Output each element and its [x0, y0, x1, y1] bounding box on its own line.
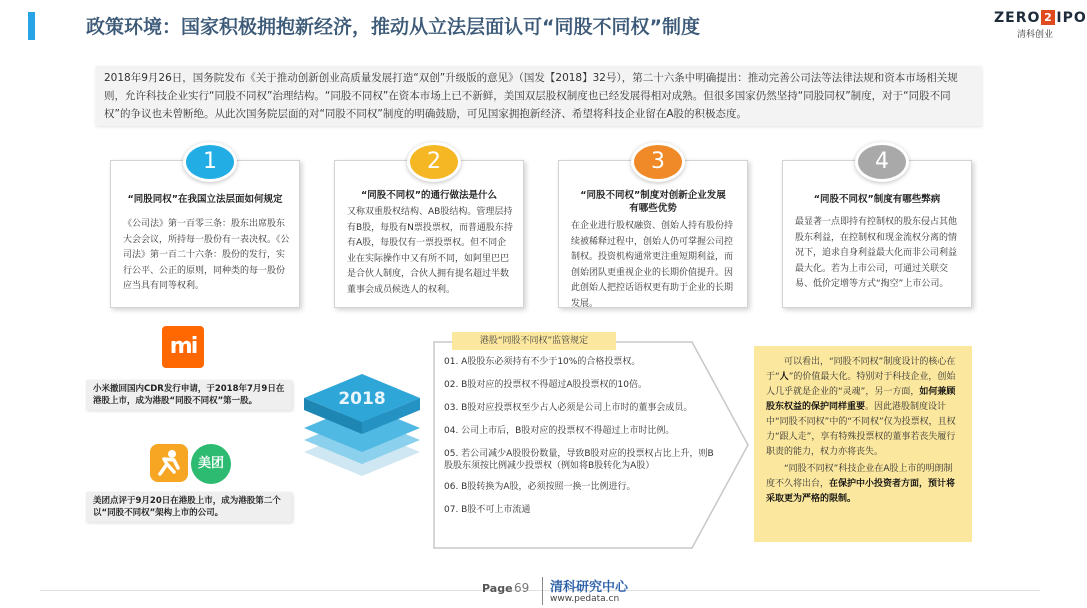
card-1	[110, 149, 300, 308]
meituan-caption: 美团点评于9月20日在港股上市，成为港股第二个以“同股不同权”架构上市的公司。	[86, 492, 292, 522]
card-2	[334, 149, 524, 308]
page-number: 69	[514, 581, 530, 595]
card-body: 《公司法》第一百零三条：股东出席股东大会会议，所持每一股份有一表决权。《公司法》第一百二十六条：股份的发行，实行公平、公正的原则，同种类的每一股份应当具有同等权利。	[123, 219, 290, 291]
card-number-badge: 1	[183, 142, 237, 182]
card-heading: “同股不同权”制度有哪些弊病	[813, 194, 941, 205]
card-number-badge: 4	[855, 142, 909, 182]
list-item: 06. B股转换为A股，必须按照一换一比例进行。	[444, 482, 636, 492]
conclusion-paragraph-1: 可以看出，“同股不同权”制度设计的核心在于“人”的价值最大化。特别对于科技企业，创始人几乎就是企业的“灵魂”，另一方面，如何兼顾股东权益的保护同样重要。因此港股制度设计中“同股不同权”中的“不同权”仅为投票权，且权力“跟人走”，享有特殊投票权的董事若丧失履行职责的能力，权力亦将丧失。	[766, 357, 956, 457]
card-heading: “同股不同权”的通行做法是什么	[361, 190, 497, 201]
page-label: Page	[482, 582, 513, 595]
intro-paragraph: 2018年9月26日，国务院发布《关于推动创新创业高质量发展打造“双创”升级版的意见》（国发【2018】32号），第二十六条中明确提出：推动完善公司法等法律法规和资本市场相关规则，允许科技企业实行“同股不同权”治理结构。“同股不同权”在资本市场上已不新鲜，美国双层股权制度也已经发展得相对成熟。但很多国家仍然坚持“同股同权”制度，对于“同股不同权”的争议也未曾断绝。从此次国务院层面的对“同股不同权”制度的明确鼓励，可见国家拥抱新经济、希望将科技企业留在A股的积极态度。	[96, 66, 982, 126]
conclusion-box	[754, 346, 972, 542]
footer-url: www.pedata.cn	[550, 594, 620, 604]
title-accent-bar	[28, 12, 35, 40]
card-heading: “同股同权”在我国立法层面如何规定	[127, 194, 283, 205]
list-item: 03. B股对应投票权至少占人必须是公司上市时的董事会成员。	[444, 403, 693, 413]
footer-divider	[40, 590, 1040, 591]
runner-icon	[150, 444, 188, 482]
card-4	[782, 149, 972, 308]
meituan-logo: 美团	[191, 444, 231, 484]
page-title: 政策环境：国家积极拥抱新经济，推动从立法层面认可“同股不同权”制度	[86, 16, 700, 38]
xiaomi-caption: 小米撤回国内CDR发行申请，于2018年7月9日在港股上市，成为港股“同股不同权”第一股。	[86, 380, 292, 410]
list-item: 07. B股不可上市流通	[444, 505, 531, 515]
footer-organization: 清科研究中心	[550, 580, 629, 595]
xiaomi-logo: mi	[162, 326, 204, 368]
list-item: 01. A股股东必须持有不少于10%的合格投票权。	[444, 357, 641, 367]
hk-rules-list	[444, 356, 714, 527]
meituan-runner-logo	[150, 444, 188, 482]
list-item: 05. 若公司减少A股股份数量，导致B股对应的投票权占比上升，则B股股东须按比例减少投票权（例如将B股转化为A股）	[444, 449, 714, 471]
list-item: 02. B股对应的投票权不得超过A股投票权的10倍。	[444, 380, 647, 390]
card-heading: “同股不同权”制度对创新企业发展有哪些优势	[580, 190, 726, 214]
year-stack-graphic	[302, 364, 422, 484]
card-3	[558, 149, 748, 309]
zero2ipo-logo: ZERO 2 IPO 清科创业	[994, 10, 1087, 40]
card-number-badge: 3	[631, 142, 685, 182]
card-body: 在企业进行股权融资、创始人持有股份持续被稀释过程中，创始人仍可掌握公司控制权。投资机构通常更注重短期利益，而创始团队更重视企业的长期价值提升。因此创始人把控话语权更有助于企业的长期发展。	[571, 221, 734, 309]
stack-year-label: 2018	[338, 389, 386, 409]
card-body: 又称双重股权结构、AB股结构。管理层持有B股，每股有N票投票权，而普通股东持有A股，每股仅有一票投票权。但不同企业在实际操作中又有所不同，如阿里巴巴是合伙人制度，合伙人拥有提名超过半数董事会成员候选人的权利。	[347, 207, 513, 295]
conclusion-paragraph-2: “同股不同权”科技企业在A股上市的明朗制度不久将出台，在保护中小投资者方面，预计将采取更为严格的限制。	[766, 464, 956, 504]
card-body: 最显著一点即持有控制权的股东侵占其他股东利益，在控制权和现金流权分离的情况下，追求自身利益最大化而非公司利益最大化。若为上市公司，可通过关联交易、低价定增等方式“掏空”上市公司。	[795, 217, 958, 289]
list-item: 04. 公司上市后，B股对应的投票权不得超过上市时比例。	[444, 426, 675, 436]
hk-rules-title: 港股“同股不同权”监管规定	[452, 332, 616, 350]
card-number-badge: 2	[407, 142, 461, 182]
footer-separator	[542, 577, 543, 605]
